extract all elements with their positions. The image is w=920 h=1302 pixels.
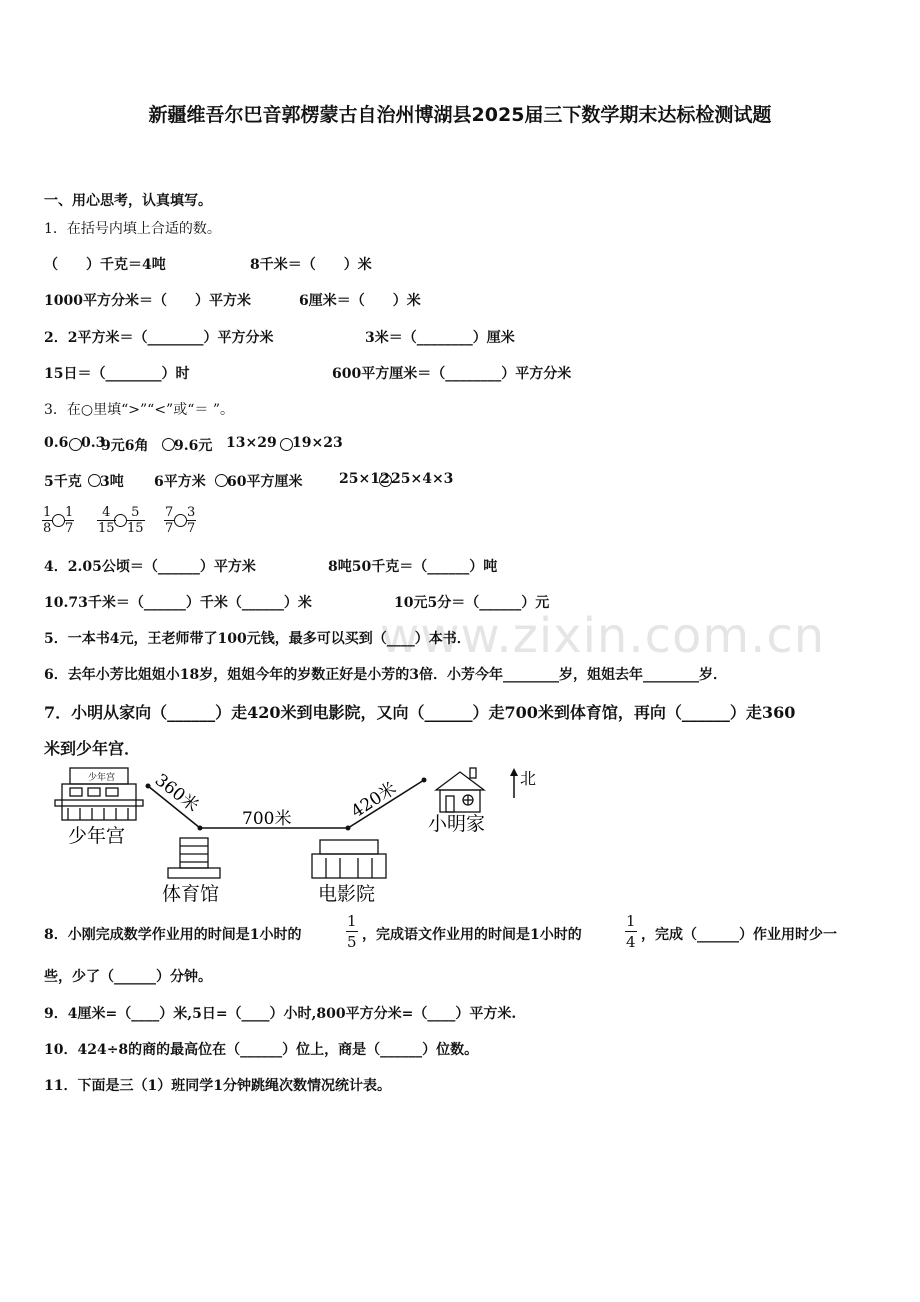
q3-compare-2b: 9.6元 — [174, 438, 213, 454]
question-9: 9．4厘米=（____）米,5日=（____）小时,800平方分米=（____）平方米. — [44, 1006, 517, 1022]
q1-item-1: （ ）千克＝4吨 — [44, 257, 166, 273]
q3-compare-5b: 60平方厘米 — [227, 474, 303, 490]
watermark: www.zixin.com.cn — [380, 608, 826, 664]
distance-420: 420米 — [347, 778, 401, 823]
q4-item-3: 10.73千米＝（______）千米（______）米 — [44, 595, 312, 611]
fraction: $\frac{3}{7}$ — [187, 505, 196, 536]
home-icon — [436, 768, 484, 812]
q3-compare-1b: 0.3 — [81, 435, 106, 451]
route-point — [422, 778, 427, 783]
fraction-one-quarter: $\frac{1}{4}$ — [626, 912, 636, 951]
question-11: 11．下面是三（1）班同学1分钟跳绳次数情况统计表。 — [44, 1078, 391, 1094]
north-arrow-head — [510, 768, 518, 776]
question-3-stem: 3．在○里填“>”“<”或“＝ ”。 — [44, 402, 234, 418]
q4-item-4: 10元5分＝（______）元 — [394, 595, 550, 611]
fraction: $\frac{1}{7}$ — [65, 505, 74, 536]
fraction: $\frac{4}{15}$ — [98, 505, 115, 536]
question-7-line-1: 7．小明从家向（______）走420米到电影院，又向（______）走700米到体育馆，再向（______）走360 — [44, 703, 796, 722]
label-cinema: 电影院 — [318, 883, 376, 905]
q2-item-2: 3米＝（________）厘米 — [365, 330, 515, 346]
page-title: 新疆维吾尔巴音郭楞蒙古自治州博湖县2025届三下数学期末达标检测试题 — [148, 104, 772, 126]
q3-compare-5a: 6平方米 — [154, 474, 206, 490]
cinema-icon — [312, 840, 386, 878]
question-10: 10．424÷8的商的最高位在（______）位上，商是（______）位数。 — [44, 1042, 479, 1058]
stadium-icon — [168, 838, 220, 878]
section-heading: 一、用心思考，认真填写。 — [44, 193, 212, 209]
q3-compare-6a: 25×12 — [339, 471, 390, 487]
route-point — [198, 826, 203, 831]
q1-item-2: 8千米＝（ ）米 — [250, 257, 372, 273]
q3-compare-1a: 0.6 — [44, 435, 69, 451]
q1-item-4: 6厘米＝（ ）米 — [299, 293, 421, 309]
q3-compare-4a: 5千克 — [44, 474, 82, 490]
route-point — [346, 826, 351, 831]
distance-700: 700米 — [242, 809, 292, 829]
fraction: $\frac{7}{7}$ — [165, 505, 174, 536]
question-8-part-b: ，完成语文作业用的时间是1小时的 — [362, 927, 582, 943]
question-8-part-c: ，完成（______）作业用时少一 — [641, 927, 837, 943]
route-point — [146, 784, 151, 789]
question-8-line-2: 些，少了（______）分钟。 — [44, 969, 212, 985]
youth-palace-sign: 少年宫 — [88, 773, 116, 783]
question-8-part-a: 8．小刚完成数学作业用的时间是1小时的 — [44, 927, 302, 943]
q3-compare-3a: 13×29 — [226, 435, 277, 451]
q3-compare-3b: 19×23 — [292, 435, 343, 451]
q3-compare-6b: 25×4×3 — [391, 471, 454, 487]
label-youth-palace: 少年宫 — [68, 825, 126, 847]
q4-item-1: 4．2.05公顷＝（______）平方米 — [44, 559, 256, 575]
q3-compare-4b: 3吨 — [100, 474, 124, 490]
q4-item-2: 8吨50千克＝（______）吨 — [328, 559, 498, 575]
question-6: 6．去年小芳比姐姐小18岁，姐姐今年的岁数正好是小芳的3倍．小芳今年________岁，姐姐去年________岁． — [44, 667, 727, 683]
question-7-line-2: 米到少年宫． — [44, 739, 141, 758]
distance-360: 360米 — [150, 770, 203, 817]
q2-item-1: 2．2平方米＝（________）平方分米 — [44, 330, 274, 346]
fraction: $\frac{1}{8}$ — [43, 505, 52, 536]
q3-compare-2a: 9元6角 — [101, 438, 149, 454]
label-home: 小明家 — [428, 813, 486, 835]
q1-item-3: 1000平方分米＝（ ）平方米 — [44, 293, 251, 309]
question-5: 5．一本书4元，王老师带了100元钱，最多可以买到（____）本书． — [44, 631, 471, 647]
label-stadium: 体育馆 — [162, 883, 220, 905]
q2-item-4: 600平方厘米＝（________）平方分米 — [332, 366, 572, 382]
fraction-one-fifth: $\frac{1}{5}$ — [347, 912, 357, 951]
q2-item-3: 15日＝（________）时 — [44, 366, 190, 382]
label-north: 北 — [520, 769, 537, 788]
fraction: $\frac{5}{15}$ — [127, 505, 144, 536]
question-1-stem: 1．在括号内填上合适的数。 — [44, 221, 221, 237]
route-map — [40, 760, 560, 910]
